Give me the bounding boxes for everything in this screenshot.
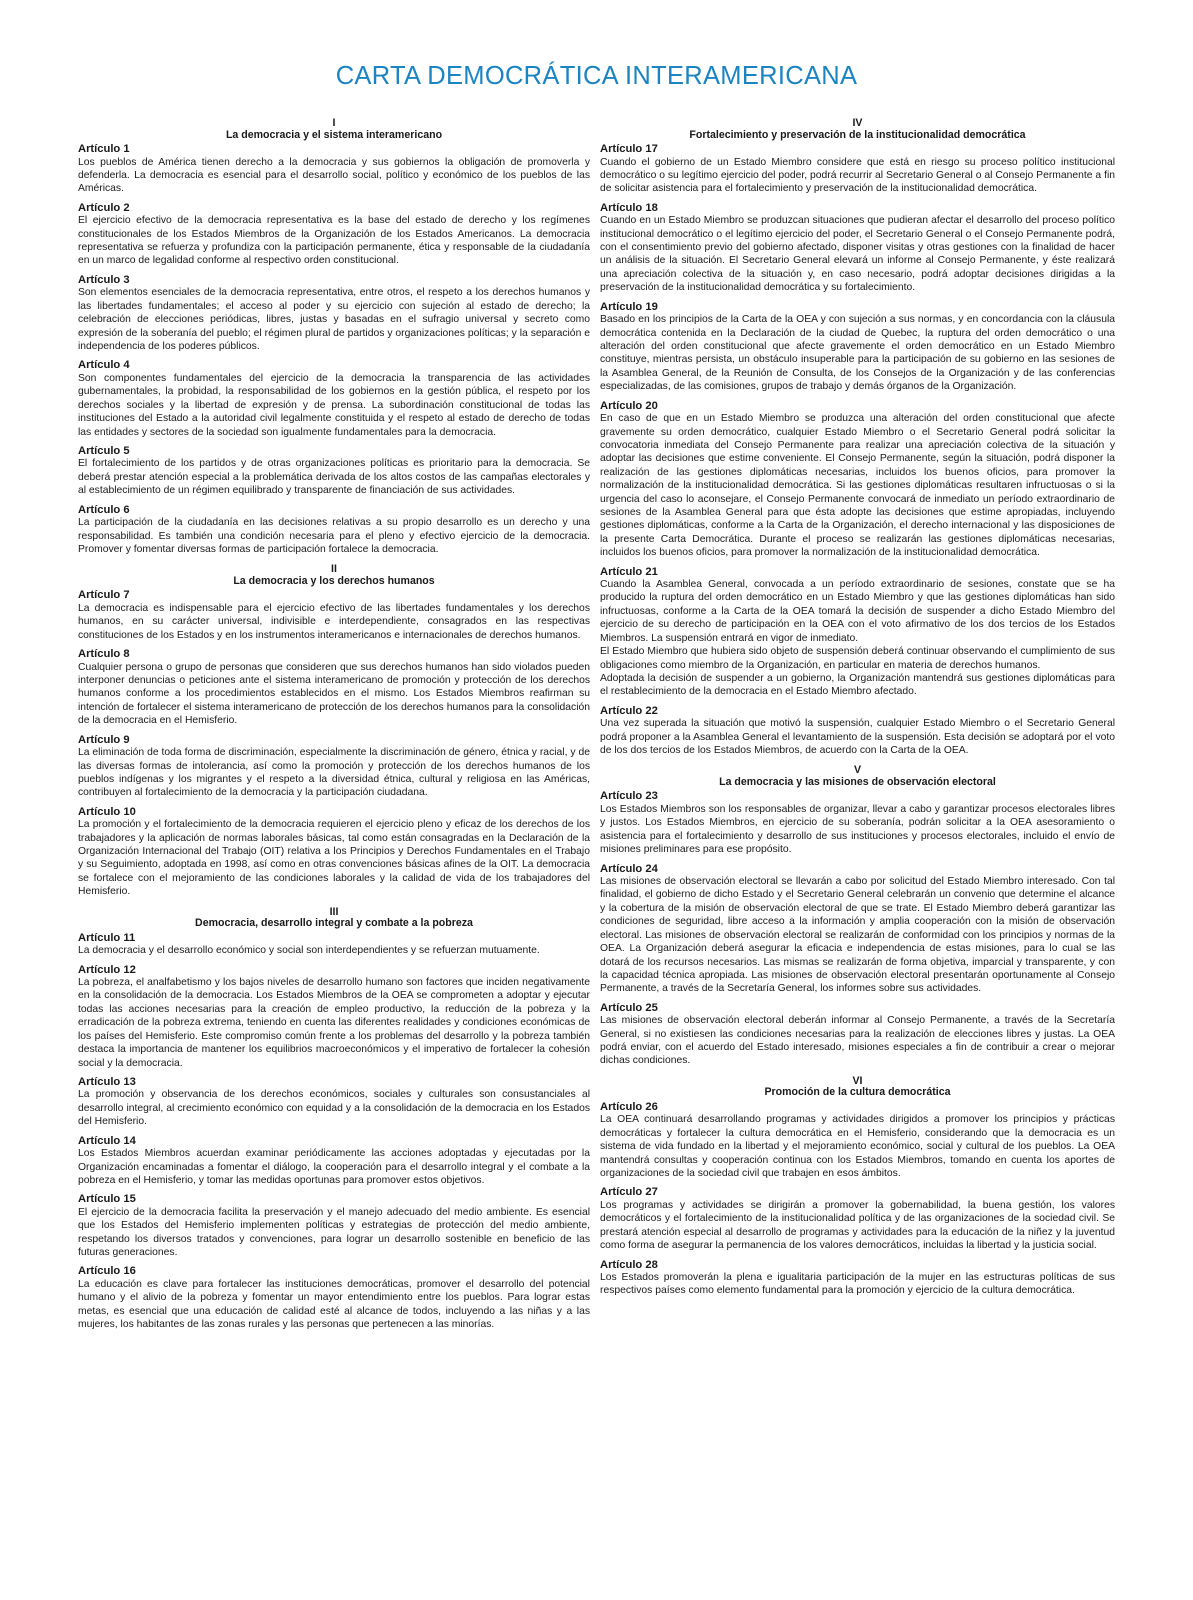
chapter-number: II (331, 563, 337, 576)
article-paragraph: El Estado Miembro que hubiera sido objeto de suspensión deberá continuar observando el cumplimiento de sus obligaciones como miembro de la Organización, en particular en materia de derechos humanos. (600, 646, 1115, 671)
page-title: CARTA DEMOCRÁTICA INTERAMERICANA (335, 62, 858, 90)
article-heading: Artículo 21 (600, 565, 658, 578)
article-paragraph: La participación de la ciudadanía en las decisiones relativas a su propio desarrollo es un derecho y una responsabilidad. Es también una condición necesaria para el pleno y efectivo ejercicio de la democracia. Promover y fomentar diversas formas de participación fortalece la democracia. (78, 517, 590, 555)
article-heading: Artículo 20 (600, 399, 658, 412)
chapter-heading (600, 765, 1115, 788)
article-heading: Artículo 18 (600, 201, 658, 214)
article-paragraph: Cuando la Asamblea General, convocada a un período extraordinario de sesiones, constate que se ha producido la ruptura del orden democrático en un Estado Miembro y que las gestiones diplomáticas han sido infructuosas, conforme a la Carta de la OEA tomará la decisión de suspender a dicho Estado Miembro del ejercicio de su derecho de participación en la OEA con el voto afirmativo de los dos tercios de los Estados Miembros. La suspensión entrará en vigor de inmediato. (600, 579, 1115, 644)
chapter-title: Fortalecimiento y preservación de la institucionalidad democrática (689, 128, 1026, 141)
article-paragraph: La promoción y el fortalecimiento de la democracia requieren el ejercicio pleno y eficaz de los derechos de los trabajadores y la aplicación de normas laborales básicas, tal como están consagradas en la Declaración de la Organización Internacional del Trabajo (OIT) relativa a los Principios y Derechos Fundamentales en el Trabajo y su Seguimiento, adoptada en 1998, así como en otras convenciones básicas afines de la OIT. La democracia se fortalece con el mejoramiento de las condiciones laborales y la calidad de vida de los trabajadores del Hemisferio. (78, 819, 590, 898)
article-heading: Artículo 12 (78, 963, 136, 976)
article-paragraph: Los Estados Miembros son los responsables de organizar, llevar a cabo y garantizar procesos electorales libres y justos. Los Estados Miembros, en ejercicio de su soberanía, podrán solicitar a la OEA asesoramiento o asistencia para el fortalecimiento y desarrollo de sus instituciones y procesos electorales, incluido el envío de misiones preliminares para ese propósito. (600, 803, 1115, 856)
article (78, 1135, 590, 1188)
chapter-heading (600, 1076, 1115, 1099)
article (600, 790, 1115, 856)
article-heading: Artículo 27 (600, 1186, 658, 1199)
chapter-title: La democracia y las misiones de observación electoral (719, 775, 996, 788)
article-heading: Artículo 4 (78, 359, 130, 372)
article-paragraph: La pobreza, el analfabetismo y los bajos niveles de desarrollo humano son factores que inciden negativamente en la consolidación de la democracia. Los Estados Miembros de la OEA se comprometen a adoptar y ejecutar todas las acciones necesarias para la creación de empleo productivo, la reducción de la pobreza y la erradicación de la pobreza extrema, teniendo en cuenta las diferentes realidades y condiciones económicas de los países del Hemisferio. Este compromiso común frente a los problemas del desarrollo y la pobreza también destaca la importancia de mantener los equilibrios macroeconómicos y el imperativo de fortalecer la cohesión social y la democracia. (78, 977, 590, 1069)
chapter-heading (78, 564, 590, 587)
chapter-number: V (853, 764, 862, 777)
article (78, 274, 590, 354)
article-heading: Artículo 19 (600, 300, 658, 313)
article (78, 589, 590, 642)
article-heading: Artículo 22 (600, 704, 658, 717)
chapter-title: La democracia y el sistema interamericano (225, 128, 443, 141)
article-paragraph: Los pueblos de América tienen derecho a la democracia y sus gobiernos la obligación de promoverla y defenderla. La democracia es esencial para el desarrollo social, político y económico de los pueblos de las Américas. (78, 156, 590, 195)
article-paragraph: Los Estados Miembros acuerdan examinar periódicamente las acciones adoptadas y ejecutadas por la Organización encaminadas a fomentar el diálogo, la cooperación para el desarrollo integral y el combate a la pobreza en el Hemisferio, y tomar las medidas oportunas para promover estos objetivos. (78, 1148, 590, 1186)
article (78, 734, 590, 800)
article (600, 1186, 1115, 1252)
article-paragraph: El fortalecimiento de los partidos y de otras organizaciones políticas es prioritario para la democracia. Se deberá prestar atención especial a la problemática derivada de los altos costos de las campañas electorales y al establecimiento de un régimen equilibrado y transparente de financiación de sus actividades. (78, 458, 590, 497)
article (78, 1193, 590, 1259)
article-paragraph: El ejercicio de la democracia facilita la preservación y el manejo adecuado del medio ambiente. Es esencial que los Estados del Hemisferio implementen políticas y estrategias de protección del medio ambiente, respetando los diversos tratados y convenciones, para lograr un desarrollo sostenible en beneficio de las futuras generaciones. (78, 1206, 590, 1259)
article-heading: Artículo 15 (78, 1193, 136, 1206)
article-heading: Artículo 11 (78, 931, 136, 944)
article-paragraph: Son elementos esenciales de la democracia representativa, entre otros, el respeto a los derechos humanos y las libertades fundamentales; el acceso al poder y su ejercicio con sujeción al estado de derecho; la celebración de elecciones periódicas, libres, justas y basadas en el sufragio universal y secreto como expresión de la soberanía del pueblo; el régimen plural de partidos y organizaciones políticas; y la separación e independencia de los poderes públicos. (78, 287, 590, 352)
article (78, 143, 590, 196)
article-paragraph: La educación es clave para fortalecer las instituciones democráticas, promover el desarrollo del potencial humano y el alivio de la pobreza y fomentar un mayor entendimiento entre los pueblos. Para lograr estas metas, es esencial que una educación de calidad esté al alcance de todos, incluyendo a las niñas y a las mujeres, los habitantes de las zonas rurales y las personas que pertenecen a las minorías. (78, 1278, 590, 1331)
article-paragraph: Los programas y actividades se dirigirán a promover la gobernabilidad, la buena gestión, los valores democráticos y el fortalecimiento de la institucionalidad política y de las organizaciones de la sociedad civil. Se prestará atención especial al desarrollo de programas y actividades para la educación de la niñez y la juventud como forma de asegurar la permanencia de los valores democráticos, incluidas la libertad y la justicia social. (600, 1199, 1115, 1252)
article-paragraph: En caso de que en un Estado Miembro se produzca una alteración del orden constitucional que afecte gravemente su orden democrático, cualquier Estado Miembro o el Secretario General podrá solicitar la convocatoria inmediata del Consejo Permanente para realizar una apreciación colectiva de la situación y adoptar las decisiones que estime conveniente. El Consejo Permanente, según la situación, podrá disponer la realización de las gestiones diplomáticas necesarias, incluidos los buenos oficios, para promover la normalización de la institucionalidad democrática. Si las gestiones diplomáticas resultaren infructuosas o si la urgencia del caso lo aconsejare, el Consejo Permanente convocará de inmediato un período extraordinario de sesiones de la Asamblea General para que ésta adopte las decisiones que estime apropiadas, incluyendo gestiones diplomáticas, conforme a la Carta de la Organización, el derecho internacional y las disposiciones de la presente Carta Democrática. Durante el proceso se realizarán las gestiones diplomáticas necesarias, incluidos los buenos oficios, para promover la normalización de la institucionalidad democrática. (600, 413, 1115, 559)
chapter-heading (78, 118, 590, 141)
chapter-number: VI (852, 1074, 863, 1087)
article-heading: Artículo 7 (78, 589, 130, 602)
article-paragraph: Cuando en un Estado Miembro se produzcan situaciones que pudieran afectar el desarrollo del proceso político institucional democrático o el legítimo ejercicio del poder, el Secretario General o el Consejo Permanente podrá, con el consentimiento previo del gobierno afectado, disponer visitas y otras gestiones con la finalidad de hacer un análisis de la situación. El Secretario General elevará un informe al Consejo Permanente, y éste realizará una apreciación colectiva de la situación y, en caso necesario, podrá adoptar decisiones dirigidas a la preservación de la institucionalidad democrática y su fortalecimiento. (600, 215, 1115, 294)
article-heading: Artículo 6 (78, 503, 130, 516)
article (78, 1076, 590, 1129)
article (78, 202, 590, 268)
article-paragraph: Cuando el gobierno de un Estado Miembro considere que está en riesgo su proceso político institucional democrático o su legítimo ejercicio del poder, podrá recurrir al Secretario General o al Consejo Permanente a fin de solicitar asistencia para el fortalecimiento y preservación de la institucionalidad democrática. (600, 156, 1115, 195)
chapter-heading (600, 118, 1115, 141)
article-heading: Artículo 17 (600, 143, 658, 155)
article (600, 1101, 1115, 1181)
chapter-heading (78, 907, 590, 930)
chapter-number: I (332, 117, 336, 129)
article (78, 1265, 590, 1331)
article-paragraph: Son componentes fundamentales del ejercicio de la democracia la transparencia de las actividades gubernamentales, la probidad, la responsabilidad de los gobiernos en la gestión pública, el respeto por los derechos sociales y la libertad de expresión y de prensa. La subordinación constitucional de todas las instituciones del Estado a la autoridad civil legalmente constituida y el respeto al estado de derecho de todas las entidades y sectores de la sociedad son igualmente fundamentales para la democracia. (78, 372, 590, 438)
article-heading: Artículo 14 (78, 1134, 136, 1147)
article-heading: Artículo 26 (600, 1100, 658, 1113)
article-heading: Artículo 13 (78, 1075, 136, 1088)
article (78, 504, 590, 557)
article (600, 1002, 1115, 1068)
article-paragraph: Los Estados promoverán la plena e igualitaria participación de la mujer en las estructuras políticas de sus respectivos países como elemento fundamental para la promoción y ejercicio de la cultura democrática. (600, 1272, 1115, 1297)
right-column (600, 118, 1115, 1332)
article (600, 1259, 1115, 1298)
article-heading: Artículo 16 (78, 1265, 136, 1278)
chapter-title: Promoción de la cultura democrática (764, 1086, 951, 1099)
chapter-title: La democracia y los derechos humanos (233, 574, 435, 587)
left-column (78, 118, 590, 1332)
article-heading: Artículo 1 (78, 143, 130, 155)
article-heading: Artículo 9 (78, 733, 130, 746)
article-heading: Artículo 3 (78, 273, 130, 286)
article-paragraph: La democracia y el desarrollo económico y social son interdependientes y se refuerzan mutuamente. (78, 945, 540, 957)
article-paragraph: La OEA continuará desarrollando programas y actividades dirigidos a promover los principios y prácticas democráticas y fortalecer la cultura democrática en el Hemisferio, considerando que la democracia es un sistema de vida fundado en la libertad y el mejoramiento económico, social y cultural de los pueblos. La OEA mantendrá consultas y cooperación continua con los Estados Miembros, tomando en cuenta los aportes de organizaciones de la sociedad civil que trabajen en esos ámbitos. (600, 1114, 1115, 1179)
article (78, 806, 590, 899)
article-heading: Artículo 24 (600, 862, 658, 875)
article-heading: Artículo 28 (600, 1258, 658, 1271)
article-heading: Artículo 8 (78, 648, 130, 661)
columns (78, 118, 1115, 1332)
chapter-number: IV (852, 117, 863, 129)
article-paragraph: Cualquier persona o grupo de personas que consideren que sus derechos humanos han sido violados pueden interponer denuncias o peticiones ante el sistema interamericano de promoción y protección de los derechos humanos conforme a los procedimientos establecidos en el mismo. Los Estados Miembros reafirman su intención de fortalecer el sistema interamericano de protección de los derechos humanos para la consolidación de la democracia en el Hemisferio. (78, 661, 590, 727)
article (600, 705, 1115, 758)
article-paragraph: Las misiones de observación electoral deberán informar al Consejo Permanente, a través de la Secretaría General, si no existiesen las condiciones necesarias para la realización de elecciones libres y justas. La OEA podrá enviar, con el acuerdo del Estado interesado, misiones especiales a fin de contribuir a crear o mejorar dichas condiciones. (600, 1015, 1115, 1067)
article (600, 143, 1115, 196)
article (600, 202, 1115, 295)
article-paragraph: La democracia es indispensable para el ejercicio efectivo de las libertades fundamentales y los derechos humanos, en su carácter universal, indivisible e interdependiente, consagrados en las respectivas constituciones de los Estados y en los instrumentos interamericanos e internacionales de derechos humanos. (78, 602, 590, 641)
article (600, 566, 1115, 699)
article-paragraph: Las misiones de observación electoral se llevarán a cabo por solicitud del Estado Miembro interesado. Con tal finalidad, el gobierno de dicho Estado y el Secretario General celebrarán un convenio que determine el alcance y la cobertura de la misión de observación electoral de que se trate. El Estado Miembro deberá garantizar las condiciones de seguridad, libre acceso a la información y amplia cooperación con la misión de observación electoral. Las misiones de observación electoral se realizarán de conformidad con los principios y normas de la OEA. La Organización deberá asegurar la eficacia e independencia de estas misiones, para lo cual se las dotará de los recursos necesarios. Las mismas se realizarán de forma objetiva, imparcial y transparente, y con la capacidad técnica apropiada. Las misiones de observación electoral presentarán oportunamente al Consejo Permanente, a través de la Secretaría General, los informes sobre sus actividades. (600, 876, 1115, 995)
article (78, 648, 590, 728)
article-heading: Artículo 5 (78, 444, 130, 457)
article (78, 359, 590, 439)
article (78, 932, 590, 958)
article-paragraph: La eliminación de toda forma de discriminación, especialmente la discriminación de género, étnica y racial, y de las diversas formas de intolerancia, así como la promoción y protección de los derechos humanos de los pueblos indígenas y los migrantes y el respeto a la diversidad étnica, cultural y religiosa en las Américas, contribuyen al fortalecimiento de la democracia y la participación ciudadana. (78, 747, 590, 799)
article-heading: Artículo 25 (600, 1001, 658, 1014)
article-paragraph: Adoptada la decisión de suspender a un gobierno, la Organización mantendrá sus gestiones diplomáticas para el restablecimiento de la democracia en el Estado Miembro afectado. (600, 672, 1115, 698)
article-paragraph: El ejercicio efectivo de la democracia representativa es la base del estado de derecho y los regímenes constitucionales de los Estados Miembros de la Organización de los Estados Americanos. La democracia representativa se refuerza y profundiza con la participación permanente, ética y responsable de la ciudadanía en un marco de legalidad conforme al respectivo orden constitucional. (78, 215, 590, 267)
article-paragraph: Una vez superada la situación que motivó la suspensión, cualquier Estado Miembro o el Secretario General podrá proponer a la Asamblea General el levantamiento de la suspensión. Esta decisión se adoptará por el voto de los dos tercios de los Estados Miembros, de acuerdo con la Carta de la OEA. (600, 718, 1115, 757)
article (600, 863, 1115, 996)
article (600, 301, 1115, 394)
article (600, 400, 1115, 560)
article-heading: Artículo 23 (600, 790, 658, 803)
article (78, 964, 590, 1070)
article-paragraph: La promoción y observancia de los derechos económicos, sociales y culturales son consustanciales al desarrollo integral, al crecimiento económico con equidad y a la consolidación de la democracia en los Estados del Hemisferio. (78, 1089, 590, 1128)
article-paragraph: Basado en los principios de la Carta de la OEA y con sujeción a sus normas, y en concordancia con la cláusula democrática contenida en la Declaración de la ciudad de Quebec, la ruptura del orden democrático o una alteración del orden constitucional que afecte gravemente el orden democrático en un Estado Miembro constituye, mientras persista, un obstáculo insuperable para la participación de su gobierno en las sesiones de la Asamblea General, de la Reunión de Consulta, de los Consejos de la Organización y de las conferencias especializadas, de las comisiones, grupos de trabajo y demás órganos de la Organización. (600, 314, 1115, 393)
article-heading: Artículo 10 (78, 805, 136, 818)
article (78, 445, 590, 498)
chapter-title: Democracia, desarrollo integral y combate a la pobreza (195, 917, 473, 930)
chapter-number: III (329, 905, 339, 918)
article-heading: Artículo 2 (78, 201, 130, 214)
